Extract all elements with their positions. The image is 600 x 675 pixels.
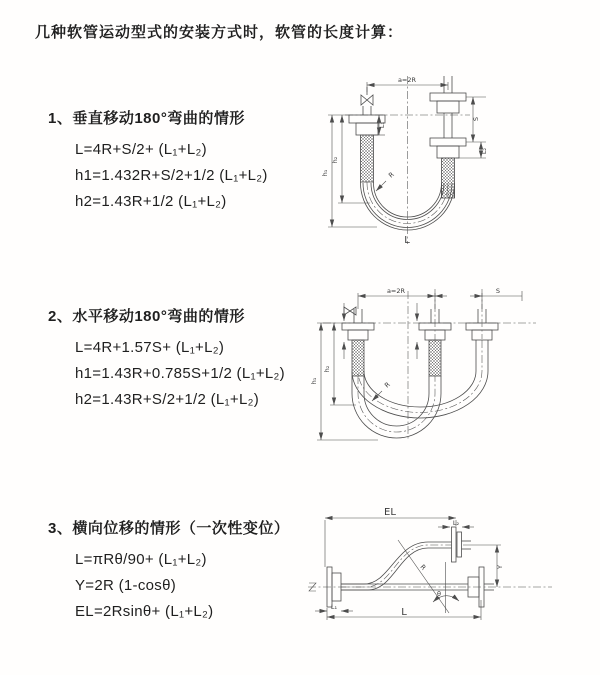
section-1-heading: 1、垂直移动180°弯曲的情形 [48, 110, 245, 127]
formula-h1: h1=1.432R+S/2+1/2 (L₁+L₂) [75, 167, 268, 184]
section-3-heading: 3、横向位移的情形（一次性变位） [48, 520, 290, 537]
dim-label-s: S [472, 116, 480, 122]
diagram-vertical-180-bend [315, 70, 530, 255]
section-vertical-movement [48, 107, 268, 215]
dim-label-l2: L₂ [480, 147, 488, 155]
hose-u-bend-position2 [352, 340, 488, 418]
hose-s-curve [341, 542, 452, 590]
dim-label-h2: h₂ [323, 365, 331, 373]
dim-label-a2r: a=2R [386, 287, 406, 295]
dim-h1 [317, 323, 378, 440]
dim-label-l2: L₂ [452, 519, 460, 527]
radius-label: R [418, 562, 428, 572]
dim-label-s: S [495, 287, 501, 295]
dim-label-el: EL [384, 507, 396, 518]
formula-h1: h1=1.43R+0.785S+1/2 (L₁+L₂) [75, 365, 285, 382]
fitting-right-lower [430, 138, 466, 198]
dim-label-h1: h₁ [321, 169, 329, 177]
formula-length: L=4R+S/2+ (L₁+L₂) [75, 141, 207, 158]
formula-length: L=πRθ/90+ (L₁+L₂) [75, 551, 207, 568]
length-label: L [401, 607, 407, 618]
radius-leader [372, 391, 382, 401]
valve-icon [361, 87, 373, 105]
dim-label-h1: h₁ [310, 377, 318, 385]
angle-label: θ [437, 590, 441, 598]
diagram-lateral-displacement [300, 505, 565, 645]
page-title: 几种软管运动型式的安装方式时，软管的长度计算： [35, 24, 404, 41]
dim-label-l1: L₁ [378, 121, 386, 129]
radius-label: R [386, 170, 396, 180]
section-lateral-displacement [48, 517, 289, 625]
section-horizontal-movement [48, 305, 285, 413]
dim-label-y: Y [496, 565, 504, 569]
fitting-left [342, 309, 374, 376]
diagram-horizontal-180-bend [308, 283, 548, 453]
dim-label-a2r: a=2R [397, 76, 417, 84]
angle-construction [398, 540, 459, 613]
formula-h2: h2=1.43R+S/2+1/2 (L₁+L₂) [75, 391, 260, 408]
formula-y: Y=2R (1-cosθ) [75, 577, 177, 594]
formula-h2: h2=1.43R+1/2 (L₁+L₂) [75, 193, 227, 210]
flange-upper [452, 527, 472, 562]
radius-leader [376, 181, 386, 191]
dim-el [325, 518, 456, 567]
formula-length: L=4R+1.57S+ (L₁+L₂) [75, 339, 225, 356]
radius-label: R [382, 380, 392, 390]
length-label: L [404, 235, 410, 246]
dim-label-h2: h₂ [331, 156, 339, 164]
fitting-left [349, 106, 385, 182]
dim-label-l1: L₁ [330, 603, 338, 611]
formula-el: EL=2Rsinθ+ (L₁+L₂) [75, 603, 214, 620]
section-2-heading: 2、水平移动180°弯曲的情形 [48, 308, 245, 325]
